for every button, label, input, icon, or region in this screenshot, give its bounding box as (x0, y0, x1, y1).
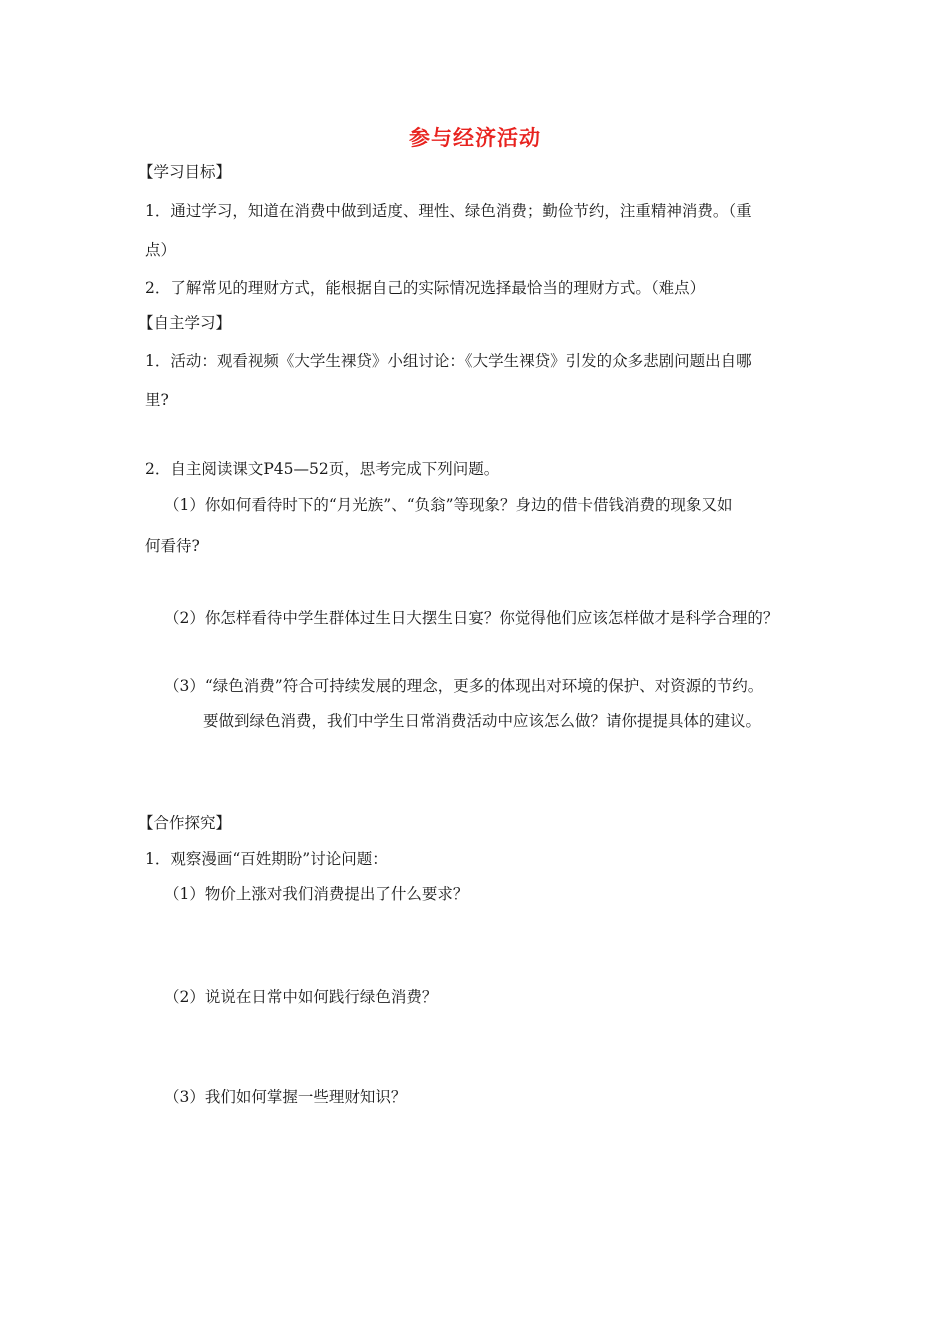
objective-item-2: 2．了解常见的理财方式，能根据自己的实际情况选择最恰当的理财方式。（难点） (145, 279, 706, 297)
objective-item-1-cont: 点） (145, 241, 177, 259)
objective-item-1: 1．通过学习，知道在消费中做到适度、理性、绿色消费；勤俭节约，注重精神消费。（重 (145, 202, 752, 220)
cooperation-question-1: （1）物价上涨对我们消费提出了什么要求？ (164, 885, 469, 903)
self-study-item-1-cont: 里? (145, 391, 169, 409)
self-study-item-2: 2．自主阅读课文P45—52页，思考完成下列问题。 (145, 460, 500, 478)
self-study-heading: 【自主学习】 (138, 314, 232, 332)
cooperation-question-2: （2）说说在日常中如何践行绿色消费？ (164, 988, 438, 1006)
self-study-question-1-cont: 何看待? (145, 537, 200, 555)
self-study-question-1: （1）你如何看待时下的“月光族”、“负翁”等现象？身边的借卡借钱消费的现象又如 (164, 496, 733, 514)
objectives-heading: 【学习目标】 (138, 163, 232, 181)
self-study-question-3: （3）“绿色消费”符合可持续发展的理念，更多的体现出对环境的保护、对资源的节约。 (164, 677, 764, 695)
page-title: 参与经济活动 (409, 126, 541, 150)
self-study-question-2: （2）你怎样看待中学生群体过生日大摆生日宴？你觉得他们应该怎样做才是科学合理的？ (164, 609, 779, 627)
self-study-item-1: 1．活动：观看视频《大学生裸贷》小组讨论：《大学生裸贷》引发的众多悲剧问题出自哪 (145, 352, 752, 370)
self-study-question-3-cont: 要做到绿色消费，我们中学生日常消费活动中应该怎么做？请你提提具体的建议。 (203, 712, 762, 730)
cooperation-heading: 【合作探究】 (138, 814, 232, 832)
cooperation-item-1: 1．观察漫画“百姓期盼”讨论问题： (145, 850, 388, 868)
cooperation-question-3: （3）我们如何掌握一些理财知识？ (164, 1088, 407, 1106)
